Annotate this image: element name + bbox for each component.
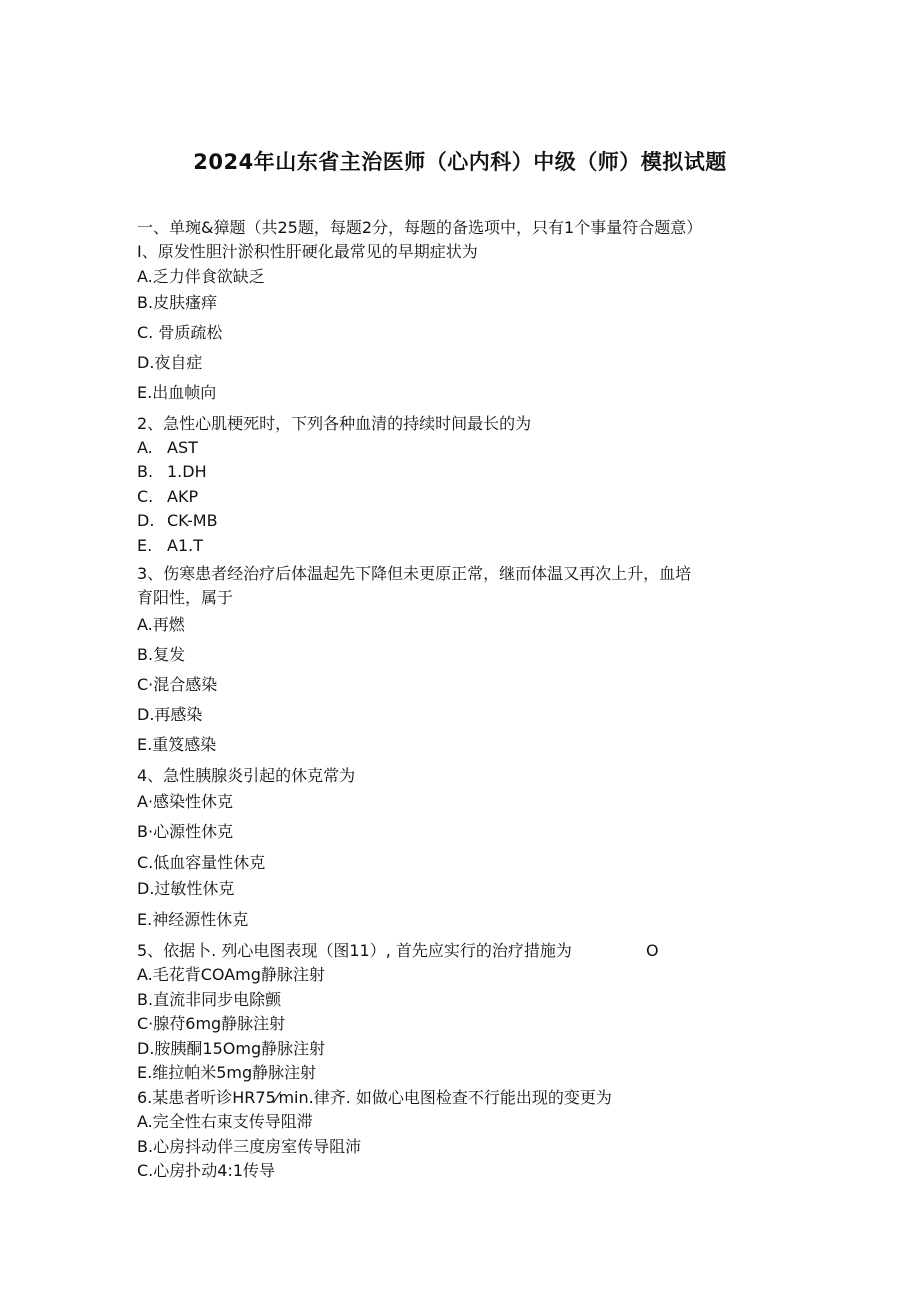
question-4-option-d: D.过敏性休克 xyxy=(137,879,235,898)
question-5-answer-mark: O xyxy=(646,941,659,960)
question-1-option-a: A.乏力伴食欲缺乏 xyxy=(137,267,265,286)
question-6-option-c: C.心房扑动4:1传导 xyxy=(137,1161,276,1180)
option-value: CK-MB xyxy=(167,511,218,530)
question-2-stem: 2、急性心肌梗死时，下列各种血清的持续时间最长的为 xyxy=(137,414,532,433)
question-3-option-e: E.重笈感染 xyxy=(137,735,217,754)
question-2-option-b xyxy=(137,462,207,482)
section-header: 一、单琬&獐题（共25题，每题2分，每题的备选项中，只有1个事量符合题意） xyxy=(137,218,703,237)
question-6-stem: 6.某患者听诊HR75⁄min.律齐. 如做心电图检查不行能出现的变更为 xyxy=(137,1088,612,1107)
option-letter: E. xyxy=(137,536,153,555)
question-5-option-e: E.维拉帕米5mg静脉注射 xyxy=(137,1063,317,1082)
option-letter: D. xyxy=(137,511,155,530)
question-5-stem: 5、依据卜. 列心电图表现（图11）, 首先应实行的治疗措施为 xyxy=(137,941,572,960)
question-2-option-a xyxy=(137,438,198,458)
question-5-option-a: A.毛花背COAmg静脉注射 xyxy=(137,965,325,984)
question-1-stem: I、原发性胆汁淤积性肝硬化最常见的早期症状为 xyxy=(137,242,478,261)
question-4-option-b: B·心源性休克 xyxy=(137,822,234,841)
question-4-stem: 4、急性胰腺炎引起的休克常为 xyxy=(137,766,356,785)
question-3-option-b: B.复发 xyxy=(137,645,186,664)
question-6-option-b: B.心房抖动伴三度房室传导阻沛 xyxy=(137,1137,362,1156)
question-3-option-d: D.再感染 xyxy=(137,705,203,724)
option-value: AKP xyxy=(167,487,199,506)
question-3-option-c: C·混合感染 xyxy=(137,675,218,694)
question-6-option-a: A.完全性右束支传导阻滞 xyxy=(137,1112,313,1131)
question-4-option-e: E.神经源性休克 xyxy=(137,910,249,929)
question-2-option-d xyxy=(137,511,218,531)
question-5-option-b: B.直流非同步电除颤 xyxy=(137,990,282,1009)
option-value: A1.T xyxy=(167,536,203,555)
question-1-option-c: C. 骨质疏松 xyxy=(137,323,223,342)
question-1-option-d: D.夜自症 xyxy=(137,353,203,372)
question-2-option-c xyxy=(137,487,198,507)
option-letter: A. xyxy=(137,438,153,457)
option-letter: C. xyxy=(137,487,154,506)
question-5-option-d: D.胺胰酮15Omg静脉注射 xyxy=(137,1039,326,1058)
document-title: 2024年山东省主治医师（心内科）中级（师）模拟试题 xyxy=(193,150,727,174)
question-4-option-a: A·感染性休克 xyxy=(137,792,234,811)
option-value: AST xyxy=(167,438,198,457)
question-2-option-e xyxy=(137,536,203,556)
question-3-stem-line-2: 育阳性，属于 xyxy=(137,588,234,607)
question-3-stem-line-1: 3、伤寒患者经治疗后体温起先下降但未更原正常，继而体温又再次上升，血培 xyxy=(137,564,692,583)
question-3-option-a: A.再燃 xyxy=(137,615,185,634)
question-1-option-e: E.出血帧向 xyxy=(137,383,217,402)
option-value: 1.DH xyxy=(167,462,207,481)
question-1-option-b: B.皮肤瘙痒 xyxy=(137,293,218,312)
question-4-option-c: C.低血容量性休克 xyxy=(137,853,266,872)
option-letter: B. xyxy=(137,462,154,481)
question-5-option-c: C·腺苻6mg静脉注射 xyxy=(137,1014,286,1033)
